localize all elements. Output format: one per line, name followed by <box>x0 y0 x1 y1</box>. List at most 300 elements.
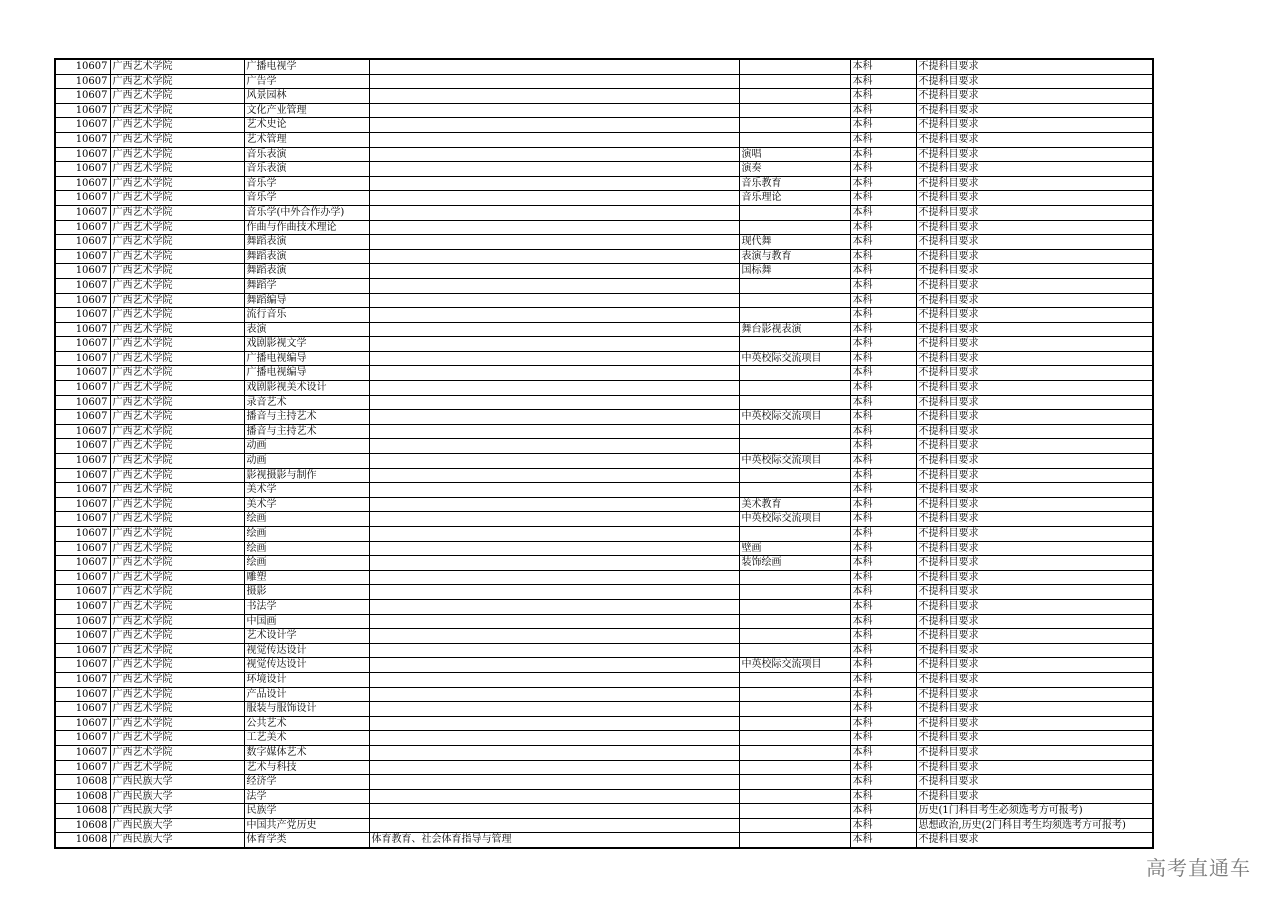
major-name-cell: 美术学 <box>244 483 369 498</box>
school-name-cell: 广西艺术学院 <box>110 205 244 220</box>
major-includes-cell <box>369 614 739 629</box>
direction-cell <box>739 804 850 819</box>
major-includes-cell <box>369 527 739 542</box>
direction-cell <box>739 643 850 658</box>
school-name-cell: 广西艺术学院 <box>110 278 244 293</box>
school-code-cell: 10607 <box>55 191 110 206</box>
level-cell: 本科 <box>850 745 916 760</box>
school-name-cell: 广西艺术学院 <box>110 483 244 498</box>
major-includes-cell <box>369 293 739 308</box>
school-code-cell: 10607 <box>55 103 110 118</box>
major-includes-cell <box>369 643 739 658</box>
level-cell: 本科 <box>850 585 916 600</box>
school-name-cell: 广西民族大学 <box>110 833 244 848</box>
major-name-cell: 舞蹈表演 <box>244 264 369 279</box>
major-includes-cell <box>369 760 739 775</box>
school-name-cell: 广西艺术学院 <box>110 395 244 410</box>
school-code-cell: 10607 <box>55 497 110 512</box>
major-includes-cell <box>369 629 739 644</box>
level-cell: 本科 <box>850 833 916 848</box>
major-name-cell: 产品设计 <box>244 687 369 702</box>
major-name-cell: 数字媒体艺术 <box>244 745 369 760</box>
school-code-cell: 10607 <box>55 147 110 162</box>
major-includes-cell <box>369 512 739 527</box>
major-includes-cell <box>369 672 739 687</box>
table-row <box>55 672 1153 687</box>
major-includes-cell <box>369 818 739 833</box>
table-row <box>55 191 1153 206</box>
table-row <box>55 527 1153 542</box>
subject-requirement-cell: 不提科目要求 <box>916 454 1153 469</box>
school-code-cell: 10607 <box>55 439 110 454</box>
direction-cell <box>739 220 850 235</box>
direction-cell <box>739 118 850 133</box>
level-cell: 本科 <box>850 731 916 746</box>
major-name-cell: 绘画 <box>244 541 369 556</box>
subject-requirement-cell: 不提科目要求 <box>916 556 1153 571</box>
subject-requirement-cell: 不提科目要求 <box>916 527 1153 542</box>
school-name-cell: 广西艺术学院 <box>110 658 244 673</box>
school-code-cell: 10607 <box>55 702 110 717</box>
level-cell: 本科 <box>850 191 916 206</box>
major-includes-cell <box>369 132 739 147</box>
level-cell: 本科 <box>850 293 916 308</box>
school-code-cell: 10607 <box>55 249 110 264</box>
school-code-cell: 10607 <box>55 366 110 381</box>
direction-cell: 中英校际交流项目 <box>739 512 850 527</box>
school-code-cell: 10607 <box>55 599 110 614</box>
subject-requirement-cell: 不提科目要求 <box>916 220 1153 235</box>
school-name-cell: 广西民族大学 <box>110 789 244 804</box>
school-code-cell: 10607 <box>55 716 110 731</box>
major-includes-cell <box>369 308 739 323</box>
level-cell: 本科 <box>850 162 916 177</box>
subject-requirement-cell: 不提科目要求 <box>916 775 1153 790</box>
major-name-cell: 播音与主持艺术 <box>244 410 369 425</box>
school-name-cell: 广西艺术学院 <box>110 162 244 177</box>
major-name-cell: 广播电视编导 <box>244 351 369 366</box>
subject-requirement-cell: 不提科目要求 <box>916 745 1153 760</box>
school-name-cell: 广西艺术学院 <box>110 308 244 323</box>
table-row <box>55 760 1153 775</box>
direction-cell <box>739 833 850 848</box>
major-name-cell: 雕塑 <box>244 570 369 585</box>
level-cell: 本科 <box>850 89 916 104</box>
school-code-cell: 10607 <box>55 672 110 687</box>
major-name-cell: 表演 <box>244 322 369 337</box>
major-name-cell: 戏剧影视文学 <box>244 337 369 352</box>
major-includes-cell <box>369 789 739 804</box>
major-includes-cell <box>369 249 739 264</box>
school-code-cell: 10607 <box>55 308 110 323</box>
major-includes-cell <box>369 497 739 512</box>
school-name-cell: 广西民族大学 <box>110 775 244 790</box>
subject-requirement-cell: 不提科目要求 <box>916 789 1153 804</box>
table-row <box>55 205 1153 220</box>
table-row <box>55 497 1153 512</box>
direction-cell <box>739 132 850 147</box>
school-name-cell: 广西艺术学院 <box>110 103 244 118</box>
major-name-cell: 书法学 <box>244 599 369 614</box>
major-includes-cell <box>369 74 739 89</box>
level-cell: 本科 <box>850 410 916 425</box>
school-code-cell: 10607 <box>55 760 110 775</box>
level-cell: 本科 <box>850 512 916 527</box>
table-row <box>55 599 1153 614</box>
level-cell: 本科 <box>850 775 916 790</box>
level-cell: 本科 <box>850 205 916 220</box>
school-name-cell: 广西艺术学院 <box>110 585 244 600</box>
school-name-cell: 广西艺术学院 <box>110 118 244 133</box>
major-includes-cell <box>369 89 739 104</box>
major-includes-cell <box>369 468 739 483</box>
table-row <box>55 716 1153 731</box>
school-name-cell: 广西艺术学院 <box>110 410 244 425</box>
level-cell: 本科 <box>850 132 916 147</box>
level-cell: 本科 <box>850 235 916 250</box>
level-cell: 本科 <box>850 381 916 396</box>
subject-requirement-cell: 不提科目要求 <box>916 59 1153 74</box>
direction-cell <box>739 59 850 74</box>
table-row <box>55 614 1153 629</box>
major-includes-cell <box>369 235 739 250</box>
direction-cell: 中英校际交流项目 <box>739 454 850 469</box>
major-name-cell: 民族学 <box>244 804 369 819</box>
school-code-cell: 10607 <box>55 410 110 425</box>
table-row <box>55 512 1153 527</box>
table-row <box>55 658 1153 673</box>
table-row <box>55 570 1153 585</box>
subject-requirement-cell: 不提科目要求 <box>916 512 1153 527</box>
major-name-cell: 音乐学 <box>244 191 369 206</box>
school-name-cell: 广西艺术学院 <box>110 760 244 775</box>
school-name-cell: 广西艺术学院 <box>110 570 244 585</box>
subject-requirement-cell: 不提科目要求 <box>916 308 1153 323</box>
level-cell: 本科 <box>850 395 916 410</box>
table-row <box>55 366 1153 381</box>
table-row <box>55 483 1153 498</box>
subject-requirement-cell: 不提科目要求 <box>916 118 1153 133</box>
level-cell: 本科 <box>850 614 916 629</box>
major-includes-cell <box>369 176 739 191</box>
major-includes-cell <box>369 205 739 220</box>
level-cell: 本科 <box>850 147 916 162</box>
table-row <box>55 468 1153 483</box>
school-code-cell: 10607 <box>55 132 110 147</box>
direction-cell: 美术教育 <box>739 497 850 512</box>
subject-requirement-cell: 不提科目要求 <box>916 205 1153 220</box>
major-name-cell: 环境设计 <box>244 672 369 687</box>
major-includes-cell <box>369 59 739 74</box>
subject-requirement-cell: 不提科目要求 <box>916 760 1153 775</box>
school-name-cell: 广西艺术学院 <box>110 468 244 483</box>
subject-requirement-cell: 不提科目要求 <box>916 249 1153 264</box>
subject-requirement-cell: 不提科目要求 <box>916 497 1153 512</box>
school-name-cell: 广西艺术学院 <box>110 59 244 74</box>
subject-requirement-cell: 不提科目要求 <box>916 614 1153 629</box>
school-code-cell: 10607 <box>55 59 110 74</box>
major-name-cell: 广播电视学 <box>244 59 369 74</box>
subject-requirement-cell: 不提科目要求 <box>916 132 1153 147</box>
major-name-cell: 艺术管理 <box>244 132 369 147</box>
school-name-cell: 广西艺术学院 <box>110 527 244 542</box>
level-cell: 本科 <box>850 454 916 469</box>
major-name-cell: 影视摄影与制作 <box>244 468 369 483</box>
subject-requirement-cell: 不提科目要求 <box>916 264 1153 279</box>
table-row <box>55 687 1153 702</box>
school-code-cell: 10607 <box>55 278 110 293</box>
school-code-cell: 10607 <box>55 483 110 498</box>
table-row <box>55 337 1153 352</box>
subject-requirement-cell: 不提科目要求 <box>916 410 1153 425</box>
school-name-cell: 广西艺术学院 <box>110 745 244 760</box>
major-name-cell: 音乐表演 <box>244 162 369 177</box>
level-cell: 本科 <box>850 687 916 702</box>
table-row <box>55 833 1153 848</box>
school-name-cell: 广西艺术学院 <box>110 512 244 527</box>
direction-cell: 国标舞 <box>739 264 850 279</box>
subject-requirement-cell: 思想政治,历史(2门科目考生均须选考方可报考) <box>916 818 1153 833</box>
subject-requirement-cell: 不提科目要求 <box>916 672 1153 687</box>
level-cell: 本科 <box>850 483 916 498</box>
table-row <box>55 556 1153 571</box>
major-includes-cell <box>369 147 739 162</box>
school-code-cell: 10607 <box>55 118 110 133</box>
direction-cell: 音乐理论 <box>739 191 850 206</box>
school-name-cell: 广西艺术学院 <box>110 220 244 235</box>
level-cell: 本科 <box>850 716 916 731</box>
level-cell: 本科 <box>850 570 916 585</box>
major-name-cell: 艺术设计学 <box>244 629 369 644</box>
major-includes-cell <box>369 731 739 746</box>
major-name-cell: 风景园林 <box>244 89 369 104</box>
school-name-cell: 广西艺术学院 <box>110 716 244 731</box>
subject-requirement-cell: 不提科目要求 <box>916 191 1153 206</box>
direction-cell <box>739 103 850 118</box>
school-code-cell: 10607 <box>55 541 110 556</box>
direction-cell <box>739 308 850 323</box>
school-name-cell: 广西艺术学院 <box>110 147 244 162</box>
subject-requirement-cell: 不提科目要求 <box>916 278 1153 293</box>
major-name-cell: 美术学 <box>244 497 369 512</box>
school-name-cell: 广西艺术学院 <box>110 556 244 571</box>
major-includes-cell <box>369 687 739 702</box>
direction-cell <box>739 381 850 396</box>
school-code-cell: 10607 <box>55 527 110 542</box>
table-row <box>55 424 1153 439</box>
direction-cell <box>739 293 850 308</box>
table-row <box>55 162 1153 177</box>
school-name-cell: 广西艺术学院 <box>110 497 244 512</box>
school-name-cell: 广西艺术学院 <box>110 599 244 614</box>
table-row <box>55 745 1153 760</box>
major-name-cell: 录音艺术 <box>244 395 369 410</box>
direction-cell <box>739 775 850 790</box>
school-code-cell: 10607 <box>55 468 110 483</box>
major-name-cell: 法学 <box>244 789 369 804</box>
major-includes-cell <box>369 366 739 381</box>
major-name-cell: 动画 <box>244 439 369 454</box>
school-name-cell: 广西艺术学院 <box>110 322 244 337</box>
table-row <box>55 439 1153 454</box>
table-row <box>55 264 1153 279</box>
major-name-cell: 广告学 <box>244 74 369 89</box>
direction-cell <box>739 716 850 731</box>
subject-requirement-cell: 不提科目要求 <box>916 541 1153 556</box>
major-includes-cell <box>369 439 739 454</box>
level-cell: 本科 <box>850 74 916 89</box>
school-name-cell: 广西艺术学院 <box>110 614 244 629</box>
school-code-cell: 10607 <box>55 205 110 220</box>
level-cell: 本科 <box>850 351 916 366</box>
school-name-cell: 广西艺术学院 <box>110 89 244 104</box>
school-code-cell: 10607 <box>55 162 110 177</box>
school-code-cell: 10607 <box>55 395 110 410</box>
direction-cell <box>739 424 850 439</box>
major-includes-cell <box>369 395 739 410</box>
direction-cell: 演奏 <box>739 162 850 177</box>
direction-cell <box>739 483 850 498</box>
direction-cell: 中英校际交流项目 <box>739 658 850 673</box>
level-cell: 本科 <box>850 658 916 673</box>
table-row <box>55 118 1153 133</box>
school-name-cell: 广西艺术学院 <box>110 235 244 250</box>
major-name-cell: 视觉传达设计 <box>244 643 369 658</box>
major-name-cell: 音乐表演 <box>244 147 369 162</box>
level-cell: 本科 <box>850 804 916 819</box>
school-code-cell: 10607 <box>55 687 110 702</box>
subject-requirement-cell: 不提科目要求 <box>916 74 1153 89</box>
major-name-cell: 公共艺术 <box>244 716 369 731</box>
major-name-cell: 戏剧影视美术设计 <box>244 381 369 396</box>
direction-cell <box>739 599 850 614</box>
direction-cell <box>739 468 850 483</box>
school-code-cell: 10607 <box>55 89 110 104</box>
subject-requirement-cell: 不提科目要求 <box>916 322 1153 337</box>
school-code-cell: 10607 <box>55 556 110 571</box>
major-name-cell: 音乐学(中外合作办学) <box>244 205 369 220</box>
major-includes-cell <box>369 570 739 585</box>
major-includes-cell <box>369 220 739 235</box>
direction-cell <box>739 527 850 542</box>
major-includes-cell <box>369 599 739 614</box>
direction-cell: 音乐教育 <box>739 176 850 191</box>
school-name-cell: 广西艺术学院 <box>110 424 244 439</box>
school-name-cell: 广西艺术学院 <box>110 643 244 658</box>
school-name-cell: 广西艺术学院 <box>110 293 244 308</box>
direction-cell <box>739 439 850 454</box>
direction-cell <box>739 278 850 293</box>
table-row <box>55 249 1153 264</box>
level-cell: 本科 <box>850 760 916 775</box>
direction-cell: 表演与教育 <box>739 249 850 264</box>
table-row <box>55 541 1153 556</box>
direction-cell: 现代舞 <box>739 235 850 250</box>
major-includes-cell <box>369 702 739 717</box>
major-name-cell: 舞蹈表演 <box>244 235 369 250</box>
direction-cell: 中英校际交流项目 <box>739 351 850 366</box>
major-name-cell: 舞蹈编导 <box>244 293 369 308</box>
major-name-cell: 作曲与作曲技术理论 <box>244 220 369 235</box>
school-code-cell: 10607 <box>55 74 110 89</box>
school-code-cell: 10608 <box>55 775 110 790</box>
direction-cell <box>739 745 850 760</box>
level-cell: 本科 <box>850 337 916 352</box>
major-name-cell: 中国共产党历史 <box>244 818 369 833</box>
major-name-cell: 舞蹈表演 <box>244 249 369 264</box>
school-code-cell: 10607 <box>55 176 110 191</box>
school-name-cell: 广西艺术学院 <box>110 381 244 396</box>
school-code-cell: 10607 <box>55 424 110 439</box>
major-name-cell: 动画 <box>244 454 369 469</box>
major-includes-cell <box>369 191 739 206</box>
major-includes-cell <box>369 278 739 293</box>
school-code-cell: 10607 <box>55 337 110 352</box>
level-cell: 本科 <box>850 118 916 133</box>
major-includes-cell <box>369 381 739 396</box>
level-cell: 本科 <box>850 672 916 687</box>
level-cell: 本科 <box>850 220 916 235</box>
level-cell: 本科 <box>850 789 916 804</box>
subject-requirement-cell: 不提科目要求 <box>916 176 1153 191</box>
table-row <box>55 702 1153 717</box>
level-cell: 本科 <box>850 599 916 614</box>
major-name-cell: 绘画 <box>244 527 369 542</box>
table-row <box>55 351 1153 366</box>
major-name-cell: 工艺美术 <box>244 731 369 746</box>
major-includes-cell <box>369 351 739 366</box>
direction-cell: 演唱 <box>739 147 850 162</box>
major-name-cell: 舞蹈学 <box>244 278 369 293</box>
major-name-cell: 流行音乐 <box>244 308 369 323</box>
major-name-cell: 体育学类 <box>244 833 369 848</box>
direction-cell: 中英校际交流项目 <box>739 410 850 425</box>
major-name-cell: 艺术与科技 <box>244 760 369 775</box>
level-cell: 本科 <box>850 322 916 337</box>
table-row <box>55 818 1153 833</box>
level-cell: 本科 <box>850 249 916 264</box>
level-cell: 本科 <box>850 278 916 293</box>
school-code-cell: 10607 <box>55 658 110 673</box>
school-code-cell: 10607 <box>55 264 110 279</box>
table-row <box>55 643 1153 658</box>
level-cell: 本科 <box>850 176 916 191</box>
school-name-cell: 广西艺术学院 <box>110 541 244 556</box>
table-row <box>55 308 1153 323</box>
subject-requirement-cell: 不提科目要求 <box>916 629 1153 644</box>
level-cell: 本科 <box>850 59 916 74</box>
subject-requirement-cell: 不提科目要求 <box>916 687 1153 702</box>
school-code-cell: 10607 <box>55 614 110 629</box>
school-name-cell: 广西艺术学院 <box>110 366 244 381</box>
subject-requirement-cell: 不提科目要求 <box>916 731 1153 746</box>
table-row <box>55 454 1153 469</box>
school-name-cell: 广西艺术学院 <box>110 702 244 717</box>
major-includes-cell <box>369 775 739 790</box>
major-name-cell: 艺术史论 <box>244 118 369 133</box>
subject-requirement-cell: 不提科目要求 <box>916 147 1153 162</box>
direction-cell <box>739 731 850 746</box>
major-includes-cell <box>369 162 739 177</box>
table-row <box>55 322 1153 337</box>
table-row <box>55 804 1153 819</box>
school-name-cell: 广西艺术学院 <box>110 351 244 366</box>
major-name-cell: 音乐学 <box>244 176 369 191</box>
major-includes-cell <box>369 716 739 731</box>
school-code-cell: 10607 <box>55 322 110 337</box>
subject-requirement-cell: 不提科目要求 <box>916 337 1153 352</box>
major-includes-cell <box>369 658 739 673</box>
